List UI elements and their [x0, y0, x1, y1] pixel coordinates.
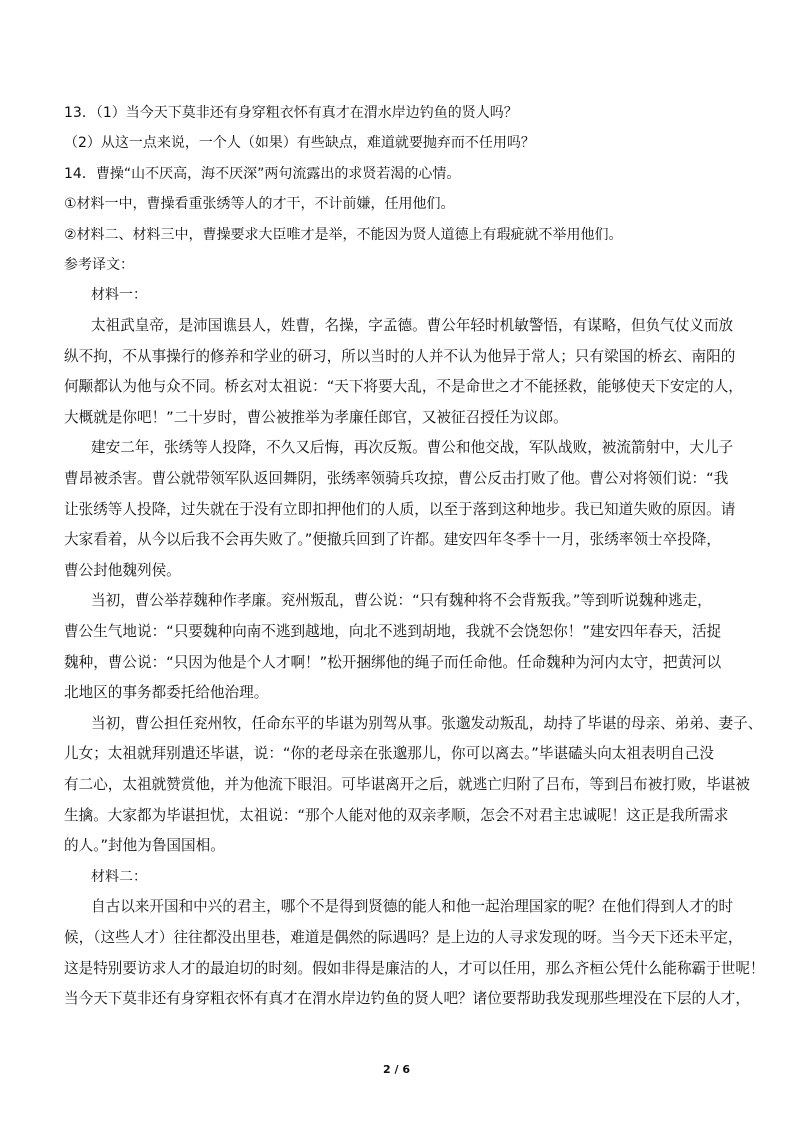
- material-1-label: 材料一：: [91, 287, 147, 304]
- answer-14-point-1: ①材料一中，曹操看重张绣等人的才干，不计前嫌，任用他们。: [64, 196, 455, 213]
- material-1-paragraph-4: [64, 709, 763, 862]
- material-2-label: 材料二：: [91, 868, 147, 885]
- text-line: 儿女；太祖就拜别遣还毕谌，说：“你的老母亲在张邈那儿，你可以离去。”毕谌磕头向太祖表明自己没: [64, 745, 714, 763]
- text-line: 生擒。大家都为毕谌担忧，太祖说：“那个人能对他的双亲孝顺，怎会不对君主忠诚呢！这正是我所需求: [64, 806, 729, 824]
- text-line: 北地区的事务都委托给他治理。: [64, 684, 269, 702]
- page-content: [64, 98, 765, 1015]
- text-line: 魏种，曹公说：“只因为他是个人才啊！”松开捆绑他的绳子而任命他。任命魏种为河内太守，把黄河以: [64, 653, 722, 671]
- material-1-paragraph-1: [64, 311, 743, 433]
- text-line: 自古以来开国和中兴的君主，哪个不是得到贤德的能人和他一起治理国家的呢？在他们得到人才的时: [91, 898, 734, 916]
- text-line: 建安二年，张绣等人投降，不久又后悔，再次反叛。曹公和他交战，军队战败，被流箭射中，大儿子: [91, 439, 734, 457]
- answer-13-1: 13．（1）当今天下莫非还有身穿粗衣怀有真才在渭水岸边钓鱼的贤人吗？: [64, 105, 518, 121]
- text-line: 曹昂被杀害。曹公就带领军队返回舞阴，张绣率领骑兵攻掠，曹公反击打败了他。曹公对将领们说：“我: [64, 470, 729, 487]
- page-number: 2 / 6: [383, 1063, 410, 1076]
- text-line: 纵不拘，不从事操行的修养和学业的研习，所以当时的人并不认为他异于常人；只有梁国的桥玄、南阳的: [64, 347, 736, 365]
- text-line: 这是特别要访求人才的最迫切的时刻。假如非得是廉洁的人，才可以任用，那么齐桓公凭什么能称霸于世呢！: [64, 959, 765, 977]
- answer-14: 14．曹操“山不厌高，海不厌深”两句流露出的求贤若渴的心情。: [64, 165, 461, 182]
- text-line: 的人。”封他为鲁国国相。: [64, 837, 225, 855]
- material-1-paragraph-2: [64, 433, 736, 586]
- material-2-paragraph: [64, 892, 765, 1014]
- text-line: 有二心，太祖就赞赏他，并为他流下眼泪。可毕谌离开之后，就逃亡归附了吕布，等到吕布被打败，毕谌被: [64, 775, 750, 793]
- text-line: 大概就是你吧！”二十岁时，曹公被推举为孝廉任郎官，又被征召授任为议郎。: [64, 408, 568, 426]
- text-line: 何颙都认为他与众不同。桥玄对太祖说：“天下将要大乱，不是命世之才不能拯救，能够使天下安定的人，: [64, 378, 743, 396]
- text-line: 让张绣等人投降，过失就在于没有立即扣押他们的人质，以至于落到这种地步。我已知道失败的原因。请: [64, 500, 736, 518]
- reference-translation-heading: 参考译文：: [64, 257, 134, 274]
- material-1-paragraph-3: [64, 586, 732, 708]
- text-line: 太祖武皇帝，是沛国谯县人，姓曹，名操，字孟德。曹公年轻时机敏警悟，有谋略，但负气仗义而放: [91, 317, 734, 335]
- text-line: 候，（这些人才）往往都没出里巷，难道是偶然的际遇吗？是上边的人寻求发现的呀。当今天下还未平定，: [64, 928, 743, 946]
- text-line: 曹公生气地说：“只要魏种向南不逃到越地，向北不逃到胡地，我就不会饶恕你！”建安四年春天，活捉: [64, 622, 722, 640]
- text-line: 当初，曹公举荐魏种作孝廉。兖州叛乱，曹公说：“只有魏种将不会背叛我。”等到听说魏种逃走，: [91, 592, 712, 610]
- answer-13-2: （2）从这一点来说，一个人（如果）有些缺点，难道就要抛弃而不任用吗？: [64, 135, 535, 152]
- text-line: 当今天下莫非还有身穿粗衣怀有真才在渭水岸边钓鱼的贤人吧？诸位要帮助我发现那些埋没在下层的人才，: [64, 990, 750, 1008]
- answer-14-point-2: ②材料二、材料三中，曹操要求大臣唯才是举，不能因为贤人道德上有瑕疵就不举用他们。: [64, 226, 623, 243]
- text-line: 曹公封他魏列侯。: [64, 561, 181, 579]
- text-line: 大家看着，从今以后我不会再失败了。”便撤兵回到了许都。建安四年冬季十一月，张绣率领士卒投降，: [64, 531, 721, 549]
- text-line: 当初，曹公担任兖州牧，任命东平的毕谌为别驾从事。张邈发动叛乱，劫持了毕谌的母亲、弟弟、妻子、: [91, 714, 763, 732]
